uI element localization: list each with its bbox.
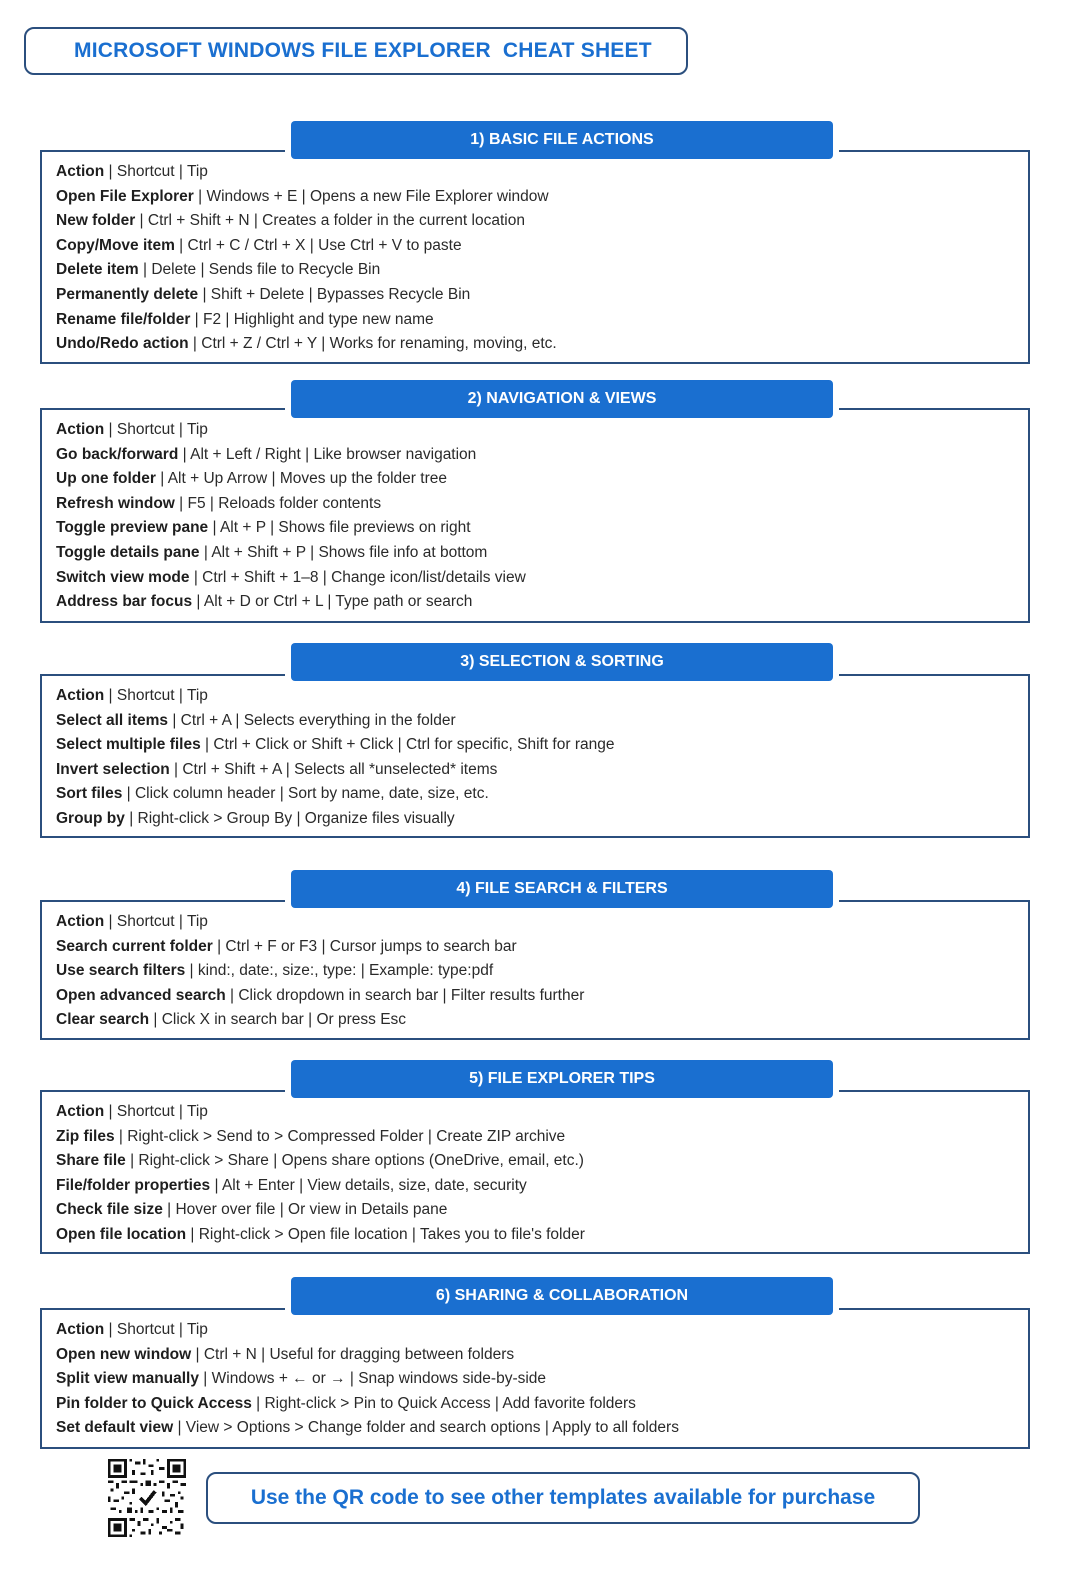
table-row: Action | Shortcut | Tip <box>56 913 208 930</box>
row-action: Select multiple files <box>56 736 201 754</box>
section-navigation-views <box>40 408 1030 623</box>
table-row: Switch view mode | Ctrl + Shift + 1–8 | Change icon/list/details view <box>56 568 526 586</box>
row-action: Search current folder <box>56 937 213 955</box>
row-action: Clear search <box>56 1011 150 1029</box>
row-action: Go back/forward <box>56 445 179 463</box>
table-row: Split view manually | Windows + ← or → | Snap windows side-by-side <box>56 1370 547 1388</box>
table-row: Open advanced search | Click dropdown in search bar | Filter results further <box>56 986 585 1004</box>
row-action: Delete item <box>56 261 139 279</box>
row-action: Toggle details pane <box>56 543 200 561</box>
section-header: 4) FILE SEARCH & FILTERS <box>291 870 833 908</box>
row-action: Permanently delete <box>56 285 199 303</box>
row-shortcut-tip: Delete | Sends file to Recycle Bin <box>151 261 381 279</box>
table-row: Sort files | Click column header | Sort by name, date, size, etc. <box>56 785 489 803</box>
table-row: Undo/Redo action | Ctrl + Z / Ctrl + Y | Works for renaming, moving, etc. <box>56 335 557 353</box>
table-row: Permanently delete | Shift + Delete | Bypasses Recycle Bin <box>56 285 471 303</box>
table-row: Search current folder | Ctrl + F or F3 | Cursor jumps to search bar <box>56 937 517 955</box>
row-shortcut-tip: F2 | Highlight and type new name <box>203 310 434 328</box>
section-rows <box>56 684 1014 832</box>
row-shortcut-tip: Alt + Enter | View details, size, date, security <box>221 1176 527 1194</box>
row-shortcut-tip: Alt + Left / Right | Like browser navigation <box>190 445 477 463</box>
row-action: Zip files <box>56 1127 115 1145</box>
row-action: Open file location <box>56 1225 187 1243</box>
row-shortcut-tip: Ctrl + Shift + 1–8 | Change icon/list/details view <box>202 568 526 586</box>
section-header: 3) SELECTION & SORTING <box>291 643 833 681</box>
section-file-explorer-tips <box>40 1090 1030 1254</box>
cta-box <box>206 1472 920 1524</box>
section-header: 1) BASIC FILE ACTIONS <box>291 121 833 159</box>
row-action: Action <box>56 913 105 930</box>
section-rows <box>56 1100 1014 1248</box>
row-action: Switch view mode <box>56 568 190 586</box>
row-shortcut-tip: Ctrl + N | Useful for dragging between folders <box>203 1345 515 1363</box>
row-action: Open new window <box>56 1345 192 1363</box>
row-action: Toggle preview pane <box>56 519 209 537</box>
row-shortcut-tip: Alt + Shift + P | Shows file info at bottom <box>211 543 488 561</box>
row-shortcut-tip: Hover over file | Or view in Details pane <box>175 1201 448 1219</box>
row-action: Rename file/folder <box>56 310 191 328</box>
table-row: Delete item | Delete | Sends file to Recycle Bin <box>56 261 381 279</box>
row-shortcut-tip: Windows + E | Opens a new File Explorer window <box>206 187 549 205</box>
row-shortcut-tip: Ctrl + Z / Ctrl + Y | Works for renaming, moving, etc. <box>201 335 557 353</box>
row-action: Up one folder <box>56 470 156 488</box>
row-shortcut-tip: Right-click > Open file location | Takes you to file's folder <box>198 1225 585 1243</box>
table-row: Rename file/folder | F2 | Highlight and type new name <box>56 310 434 328</box>
row-shortcut-tip: Alt + D or Ctrl + L | Type path or search <box>203 593 473 611</box>
section-header: 5) FILE EXPLORER TIPS <box>291 1060 833 1098</box>
row-shortcut-tip: Ctrl + Shift + A | Selects all *unselected* items <box>182 760 498 778</box>
row-action: File/folder properties <box>56 1176 211 1194</box>
section-selection-sorting <box>40 674 1030 838</box>
section-rows <box>56 160 1014 357</box>
table-row: Action | Shortcut | Tip <box>56 687 208 704</box>
row-action: Action <box>56 163 105 180</box>
row-shortcut-tip: Shortcut | Tip <box>116 1103 208 1120</box>
table-row: Action | Shortcut | Tip <box>56 163 208 180</box>
qr-code-icon[interactable] <box>108 1459 186 1537</box>
cta-text: Use the QR code to see other templates available for purchase <box>250 1486 876 1509</box>
section-rows <box>56 418 1014 615</box>
table-row: Action | Shortcut | Tip <box>56 421 208 438</box>
row-shortcut-tip: View > Options > Change folder and search options | Apply to all folders <box>185 1419 679 1437</box>
row-shortcut-tip: Shortcut | Tip <box>116 421 208 438</box>
table-row: Action | Shortcut | Tip <box>56 1103 208 1120</box>
row-action: New folder <box>56 212 136 230</box>
row-action: Set default view <box>56 1419 174 1437</box>
row-shortcut-tip: Ctrl + F or F3 | Cursor jumps to search bar <box>225 937 517 955</box>
row-shortcut-tip: Windows + ← or → | Snap windows side-by-side <box>211 1370 547 1388</box>
row-action: Sort files <box>56 785 123 803</box>
section-rows <box>56 1318 1014 1441</box>
row-shortcut-tip: Shortcut | Tip <box>116 1321 208 1338</box>
table-row: Set default view | View > Options > Change folder and search options | Apply to all folders <box>56 1419 679 1437</box>
row-action: Select all items <box>56 711 169 729</box>
table-row: Toggle details pane | Alt + Shift + P | Shows file info at bottom <box>56 543 488 561</box>
title-box <box>24 27 688 75</box>
section-basic-file-actions <box>40 150 1030 364</box>
row-action: Action <box>56 1321 105 1338</box>
section-file-search-filters <box>40 900 1030 1040</box>
row-shortcut-tip: Right-click > Pin to Quick Access | Add favorite folders <box>264 1394 636 1412</box>
row-shortcut-tip: Ctrl + Click or Shift + Click | Ctrl for specific, Shift for range <box>213 736 615 754</box>
row-shortcut-tip: Shortcut | Tip <box>116 687 208 704</box>
row-shortcut-tip: Click dropdown in search bar | Filter results further <box>238 986 585 1004</box>
row-shortcut-tip: Click X in search bar | Or press Esc <box>161 1011 407 1029</box>
table-row: Invert selection | Ctrl + Shift + A | Selects all *unselected* items <box>56 760 498 778</box>
row-shortcut-tip: Shift + Delete | Bypasses Recycle Bin <box>210 285 471 303</box>
row-action: Action <box>56 687 105 704</box>
table-row: Zip files | Right-click > Send to > Compressed Folder | Create ZIP archive <box>56 1127 566 1145</box>
section-rows <box>56 910 1014 1033</box>
row-shortcut-tip: Click column header | Sort by name, date, size, etc. <box>134 785 489 803</box>
row-action: Split view manually <box>56 1370 199 1388</box>
table-row: Use search filters | kind:, date:, size:, type: | Example: type:pdf <box>56 962 494 980</box>
row-action: Copy/Move item <box>56 236 175 254</box>
table-row: Go back/forward | Alt + Left / Right | Like browser navigation <box>56 445 477 463</box>
row-shortcut-tip: Ctrl + C / Ctrl + X | Use Ctrl + V to paste <box>187 236 462 254</box>
table-row: Open File Explorer | Windows + E | Opens a new File Explorer window <box>56 187 549 205</box>
table-row: Refresh window | F5 | Reloads folder contents <box>56 494 382 512</box>
row-shortcut-tip: Shortcut | Tip <box>116 913 208 930</box>
table-row: File/folder properties | Alt + Enter | View details, size, date, security <box>56 1176 527 1194</box>
table-row: Pin folder to Quick Access | Right-click > Pin to Quick Access | Add favorite folders <box>56 1394 636 1412</box>
table-row: Open new window | Ctrl + N | Useful for dragging between folders <box>56 1345 515 1363</box>
table-row: Address bar focus | Alt + D or Ctrl + L | Type path or search <box>56 593 473 611</box>
table-row: Group by | Right-click > Group By | Organize files visually <box>56 809 455 827</box>
row-shortcut-tip: Ctrl + Shift + N | Creates a folder in the current location <box>147 212 525 230</box>
table-row: Select multiple files | Ctrl + Click or Shift + Click | Ctrl for specific, Shift for range <box>56 736 615 754</box>
table-row: Share file | Right-click > Share | Opens share options (OneDrive, email, etc.) <box>56 1152 584 1170</box>
row-shortcut-tip: Shortcut | Tip <box>116 163 208 180</box>
table-row: Up one folder | Alt + Up Arrow | Moves up the folder tree <box>56 470 447 488</box>
row-action: Check file size <box>56 1201 163 1219</box>
row-shortcut-tip: Alt + Up Arrow | Moves up the folder tree <box>167 470 447 488</box>
section-sharing-collaboration <box>40 1308 1030 1449</box>
row-action: Action <box>56 421 105 438</box>
row-shortcut-tip: Right-click > Send to > Compressed Folder | Create ZIP archive <box>127 1127 566 1145</box>
row-shortcut-tip: F5 | Reloads folder contents <box>187 494 382 512</box>
row-action: Action <box>56 1103 105 1120</box>
row-shortcut-tip: Right-click > Group By | Organize files visually <box>137 809 455 827</box>
row-shortcut-tip: Right-click > Share | Opens share options (OneDrive, email, etc.) <box>138 1152 584 1170</box>
row-action: Pin folder to Quick Access <box>56 1394 252 1412</box>
row-action: Use search filters <box>56 962 186 980</box>
section-header: 6) SHARING & COLLABORATION <box>291 1277 833 1315</box>
row-shortcut-tip: Ctrl + A | Selects everything in the folder <box>180 711 456 729</box>
table-row: New folder | Ctrl + Shift + N | Creates a folder in the current location <box>56 212 525 230</box>
row-action: Undo/Redo action <box>56 335 189 353</box>
table-row: Action | Shortcut | Tip <box>56 1321 208 1338</box>
table-row: Open file location | Right-click > Open file location | Takes you to file's folder <box>56 1225 585 1243</box>
row-action: Open advanced search <box>56 986 226 1004</box>
row-action: Invert selection <box>56 760 170 778</box>
row-action: Open File Explorer <box>56 187 194 205</box>
section-header: 2) NAVIGATION & VIEWS <box>291 380 833 418</box>
table-row: Select all items | Ctrl + A | Selects everything in the folder <box>56 711 456 729</box>
table-row: Check file size | Hover over file | Or view in Details pane <box>56 1201 448 1219</box>
row-action: Group by <box>56 809 125 827</box>
table-row: Clear search | Click X in search bar | Or press Esc <box>56 1011 407 1029</box>
page-title: MICROSOFT WINDOWS FILE EXPLORER CHEAT SHEET <box>74 39 652 62</box>
table-row: Copy/Move item | Ctrl + C / Ctrl + X | Use Ctrl + V to paste <box>56 236 462 254</box>
row-shortcut-tip: Alt + P | Shows file previews on right <box>219 519 471 537</box>
row-action: Refresh window <box>56 494 175 512</box>
row-shortcut-tip: kind:, date:, size:, type: | Example: type:pdf <box>197 962 494 980</box>
table-row: Toggle preview pane | Alt + P | Shows file previews on right <box>56 519 471 537</box>
row-action: Address bar focus <box>56 593 193 611</box>
row-action: Share file <box>56 1152 126 1170</box>
